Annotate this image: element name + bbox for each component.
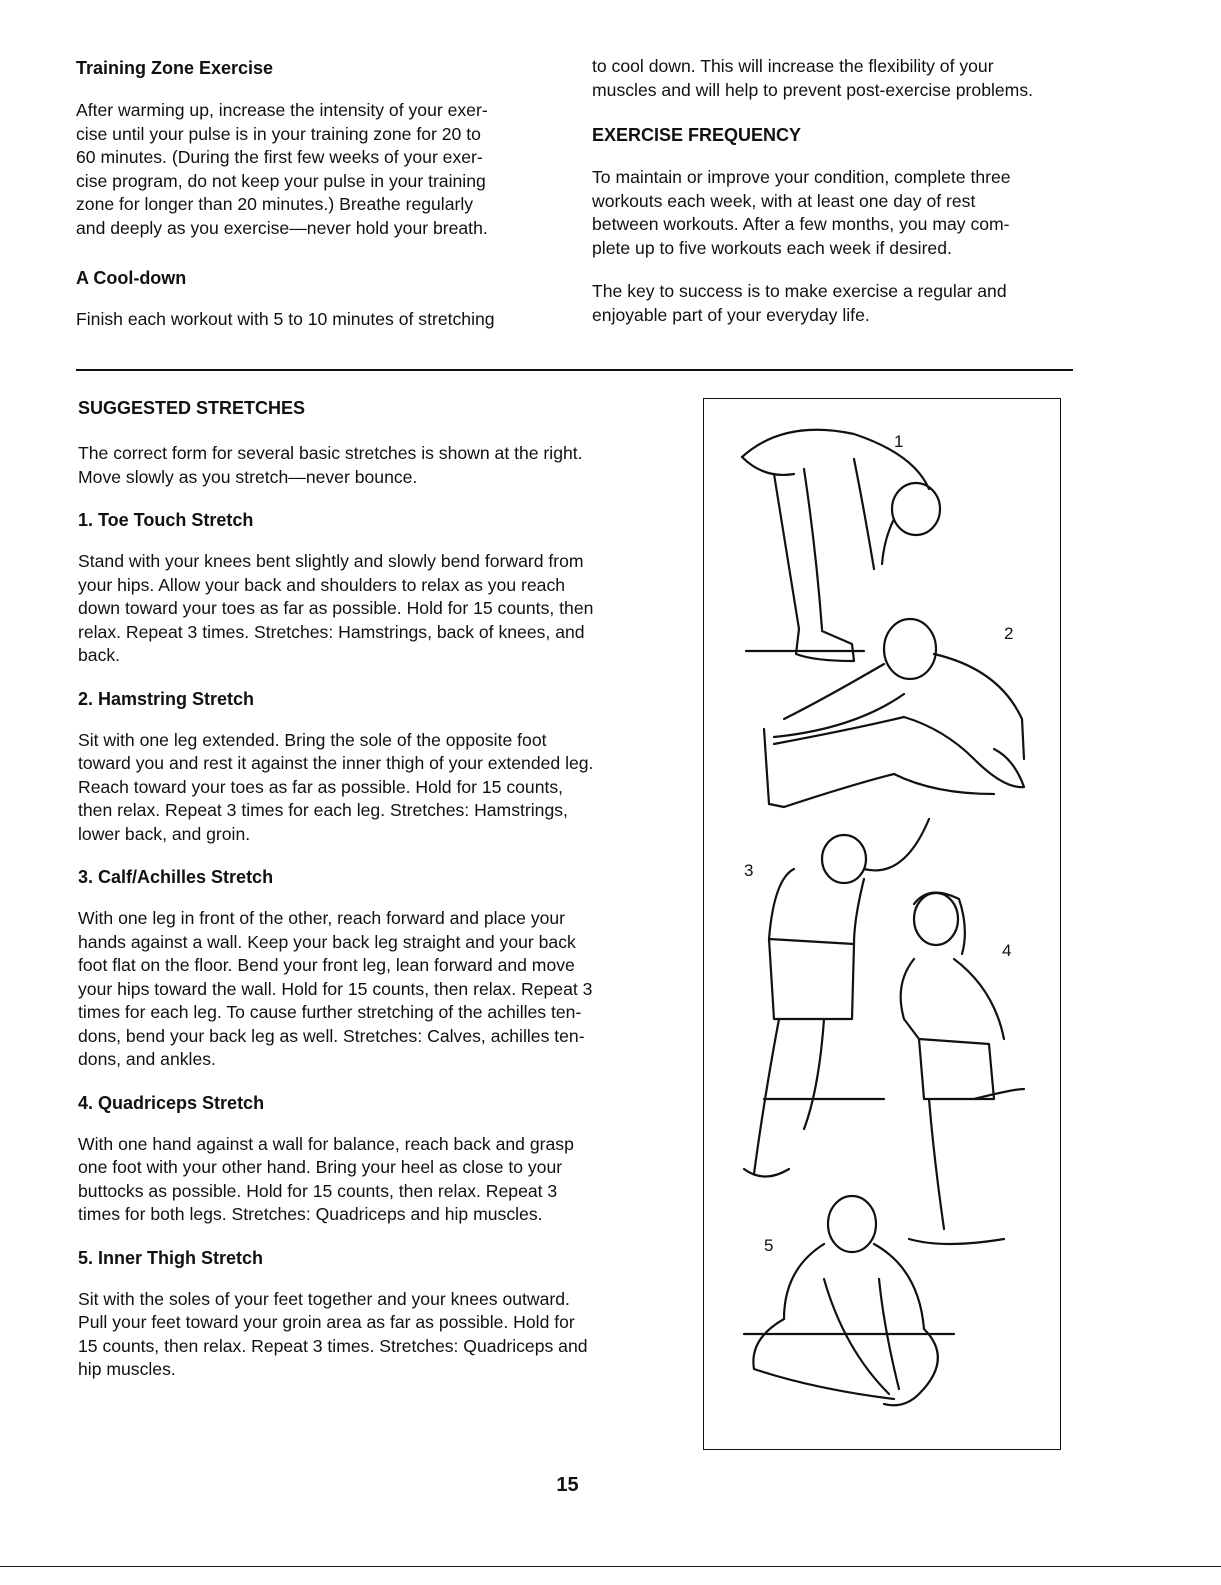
stretch-text: Sit with one leg extended. Bring the sole of the opposite foot toward you and rest it against the inner thigh of your extended leg. Reach toward your toes as far as possible. Hold for 15 counts, then relax. Repeat 3 times for each leg. Stretches: Hamstrings, lower back, and groin. [78, 729, 594, 844]
training-zone-text: After warming up, increase the intensity of your exer- cise until your pulse is in your training zone for 20 to 60 minutes. (During the first few weeks of your exer- cise program, do not keep your pulse in your training zone for longer than 20 minutes.) Breathe regularly and deeply as you exercise—never hold your breath. [76, 100, 488, 238]
stretch-title: 2. Hamstring Stretch [78, 688, 255, 709]
figure-label: 3 [744, 861, 754, 880]
stretch-title: 1. Toe Touch Stretch [78, 510, 254, 530]
figure-label: 2 [1004, 624, 1014, 643]
inner-thigh-stretch-figure [744, 1196, 954, 1405]
cool-down-continued-text: to cool down. This will increase the flexibility of your muscles and will help to prevent post-exercise problems. [592, 56, 1034, 100]
exercise-frequency-text: To maintain or improve your condition, complete three workouts each week, with at least one day of rest between workouts. After a few months, you may com- plete up to five workouts each week if desired. [592, 167, 1011, 258]
hamstring-stretch-figure [764, 619, 1024, 807]
section-divider [76, 369, 1073, 371]
cool-down-heading: A Cool-down [76, 268, 187, 288]
bottom-edge-line [0, 1566, 1221, 1567]
stretch-text: Sit with the soles of your feet together and your knees outward. Pull your feet toward your groin area as far as possible. Hold for 15 counts, then relax. Repeat 3 times. Stretches: Quadriceps and hip muscles. [78, 1288, 588, 1379]
page-number: 15 [556, 1474, 579, 1496]
stretches-intro: The correct form for several basic stretches is shown at the right. Move slowly as you stretch—never bounce. [78, 443, 583, 487]
figure-label: 1 [894, 432, 904, 451]
suggested-stretches-section [78, 397, 688, 1382]
figure-label: 5 [764, 1236, 774, 1255]
stretch-text: Stand with your knees bent slightly and slowly bend forward from your hips. Allow your back and shoulders to relax as you reach down toward your toes as far as possible. Hold for 15 counts, then relax. Repeat 3 times. Stretches: Hamstrings, back of knees, and back. [78, 551, 594, 665]
toe-touch-figure [742, 430, 940, 661]
stretch-title: 5. Inner Thigh Stretch [78, 1247, 264, 1268]
stretch-figures-drawing [704, 399, 1060, 1449]
exercise-frequency-heading: EXERCISE FREQUENCY [592, 125, 802, 145]
stretch-text: With one hand against a wall for balance, reach back and grasp one foot with your other hand. Bring your heel as close to your buttocks as possible. Hold for 15 counts, then relax. Repeat 3 times for both legs. Stretches: Quadriceps and hip muscles. [78, 1133, 574, 1224]
stretch-text: With one leg in front of the other, reach forward and place your hands against a wall. Keep your back leg straight and your back foot flat on the floor. Bend your front leg, lean forward and move your hips toward the wall. Hold for 15 counts, then relax. Repeat 3 times for each leg. To cause further stretching of the achilles ten- dons, bend your back leg as well. Stretches: Calves, achilles ten- dons, and ankles. [78, 908, 593, 1069]
stretch-title: 3. Calf/Achilles Stretch [78, 867, 274, 887]
frequency-section [592, 55, 1092, 327]
training-zone-section [76, 57, 576, 332]
stretch-title: 4. Quadriceps Stretch [78, 1092, 265, 1113]
stretches-illustration [703, 398, 1061, 1450]
figure-label: 4 [1002, 941, 1012, 960]
suggested-stretches-heading: SUGGESTED STRETCHES [78, 398, 306, 418]
training-zone-heading: Training Zone Exercise [76, 58, 274, 78]
cool-down-text: Finish each workout with 5 to 10 minutes of stretching [76, 309, 495, 329]
key-to-success-text: The key to success is to make exercise a regular and enjoyable part of your everyday life. [592, 281, 1007, 325]
